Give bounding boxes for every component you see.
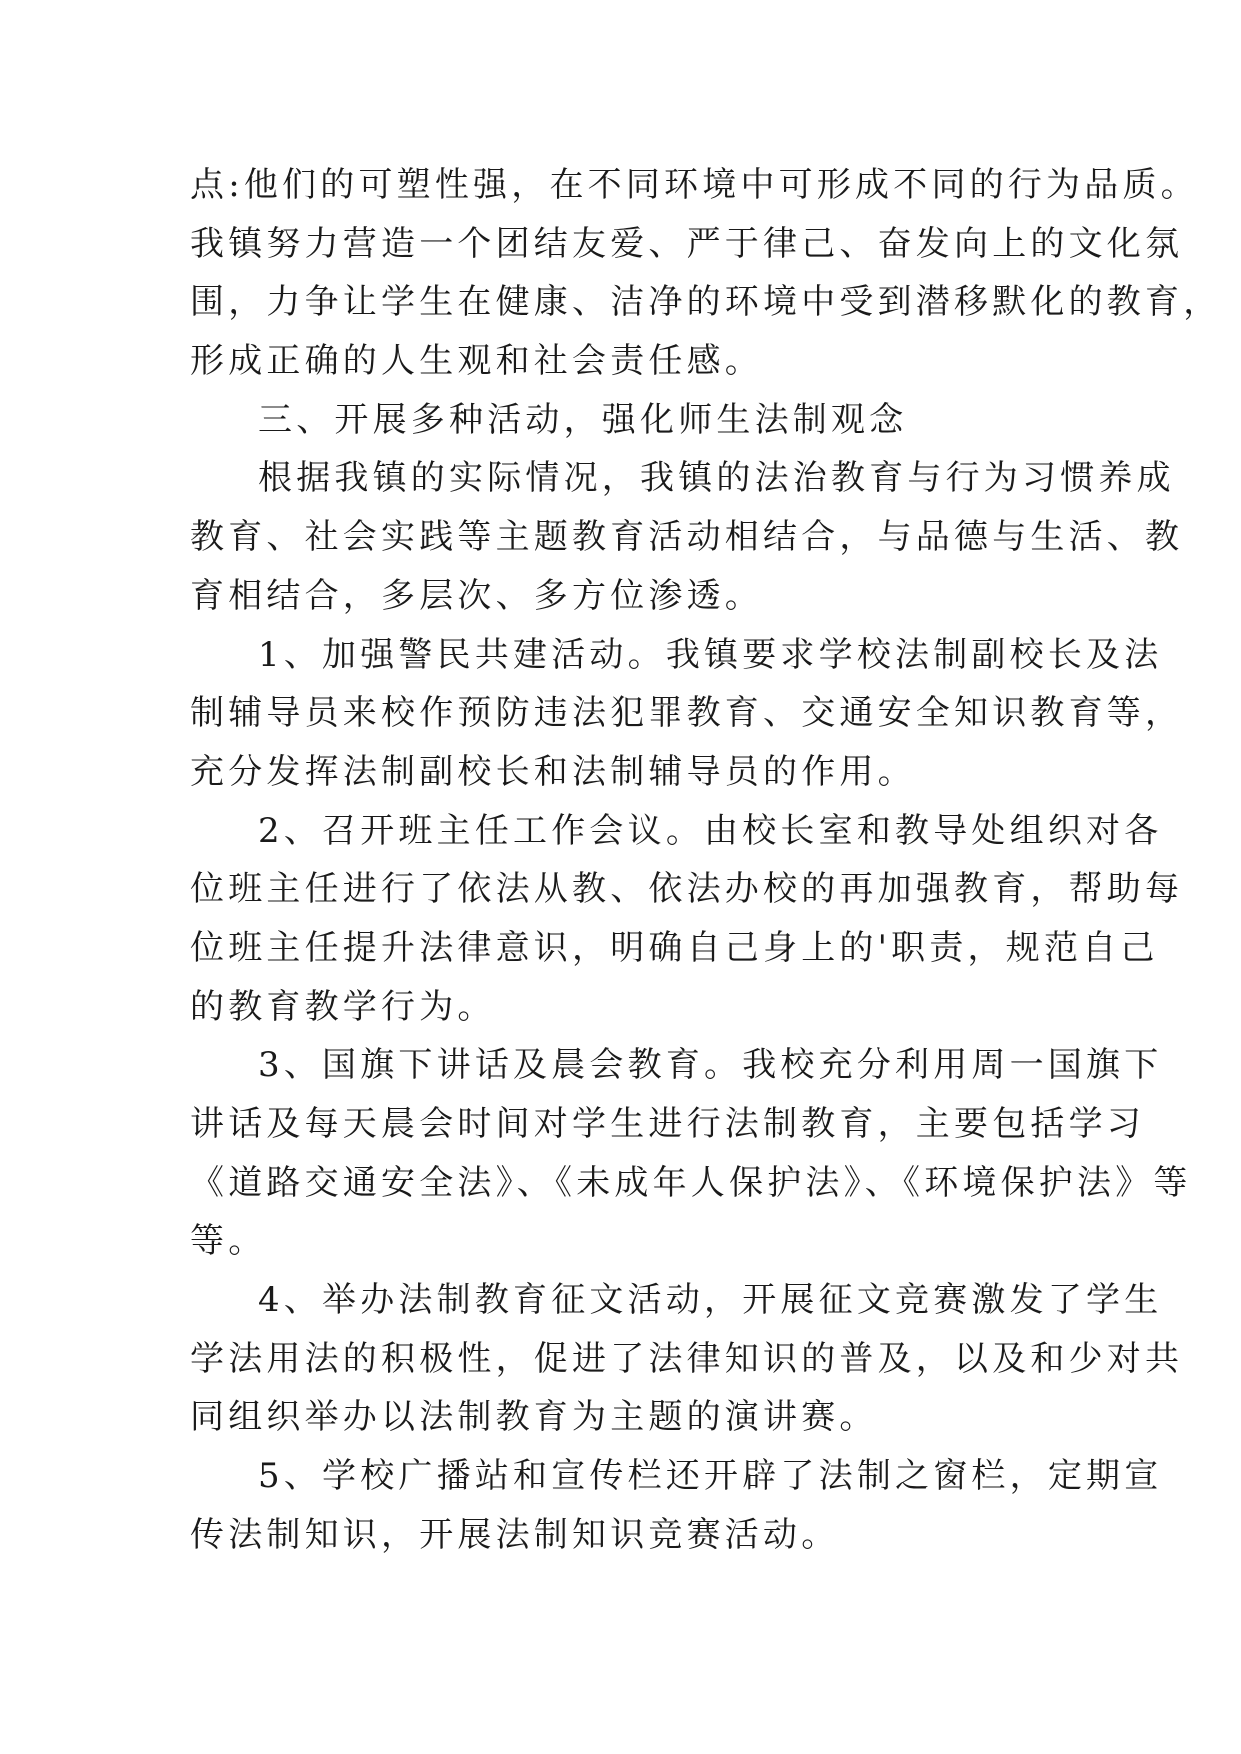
- list-item-1: [190, 626, 1184, 802]
- list-item-2: [190, 802, 1184, 1037]
- text-line: 等。: [190, 1221, 267, 1262]
- text-line: 3、国旗下讲话及晨会教育。我校充分利用周一国旗下: [258, 1045, 1163, 1086]
- text-line: 4、举办法制教育征文活动，开展征文竞赛激发了学生: [258, 1280, 1163, 1321]
- text-line: 围，力争让学生在健康、洁净的环境中受到潜移默化的教育，: [190, 282, 1222, 323]
- text-line: 5、学校广播站和宣传栏还开辟了法制之窗栏，定期宣: [258, 1456, 1163, 1497]
- text-line: 制辅导员来校作预防违法犯罪教育、交通安全知识教育等，: [190, 693, 1184, 734]
- text-line: 传法制知识，开展法制知识竞赛活动。: [190, 1514, 840, 1555]
- text-line: 《道路交通安全法》、《未成年人保护法》、《环境保护法》等: [190, 1162, 1192, 1203]
- text-line: 位班主任进行了依法从教、依法办校的再加强教育，帮助每: [190, 869, 1184, 910]
- text-line: 形成正确的人生观和社会责任感。: [190, 341, 763, 382]
- document-body: [190, 156, 1222, 1565]
- text-line: 1、加强警民共建活动。我镇要求学校法制副校长及法: [258, 634, 1163, 675]
- paragraph-overview: [190, 449, 1184, 625]
- text-line: 根据我镇的实际情况，我镇的法治教育与行为习惯养成: [258, 458, 1175, 499]
- list-item-3: [190, 1036, 1192, 1271]
- text-line: 点:他们的可塑性强，在不同环境中可形成不同的行为品质。: [190, 165, 1199, 205]
- text-line: 充分发挥法制副校长和法制辅导员的作用。: [190, 751, 916, 792]
- text-line: 位班主任提升法律意识，明确自己身上的'职责，规范自己: [190, 927, 1159, 968]
- text-line: 2、召开班主任工作会议。由校长室和教导处组织对各: [258, 810, 1163, 851]
- text-line: 我镇努力营造一个团结友爱、严于律己、奋发向上的文化氛: [190, 223, 1184, 264]
- text-line: 同组织举办以法制教育为主题的演讲赛。: [190, 1397, 878, 1438]
- text-line: 教育、社会实践等主题教育活动相结合，与品德与生活、教: [190, 517, 1184, 558]
- text-line: 育相结合，多层次、多方位渗透。: [190, 575, 763, 616]
- paragraph-intro-continuation: [190, 156, 1222, 391]
- list-item-5: [190, 1447, 1163, 1564]
- text-line: 的教育教学行为。: [190, 986, 496, 1027]
- text-line: 讲话及每天晨会时间对学生进行法制教育，主要包括学习: [190, 1104, 1145, 1144]
- text-line: 学法用法的积极性，促进了法律知识的普及，以及和少对共: [190, 1338, 1184, 1379]
- section-heading: [190, 391, 1056, 450]
- list-item-4: [190, 1271, 1184, 1447]
- section-heading-text: 三、开展多种活动，强化师生法制观念: [258, 399, 908, 440]
